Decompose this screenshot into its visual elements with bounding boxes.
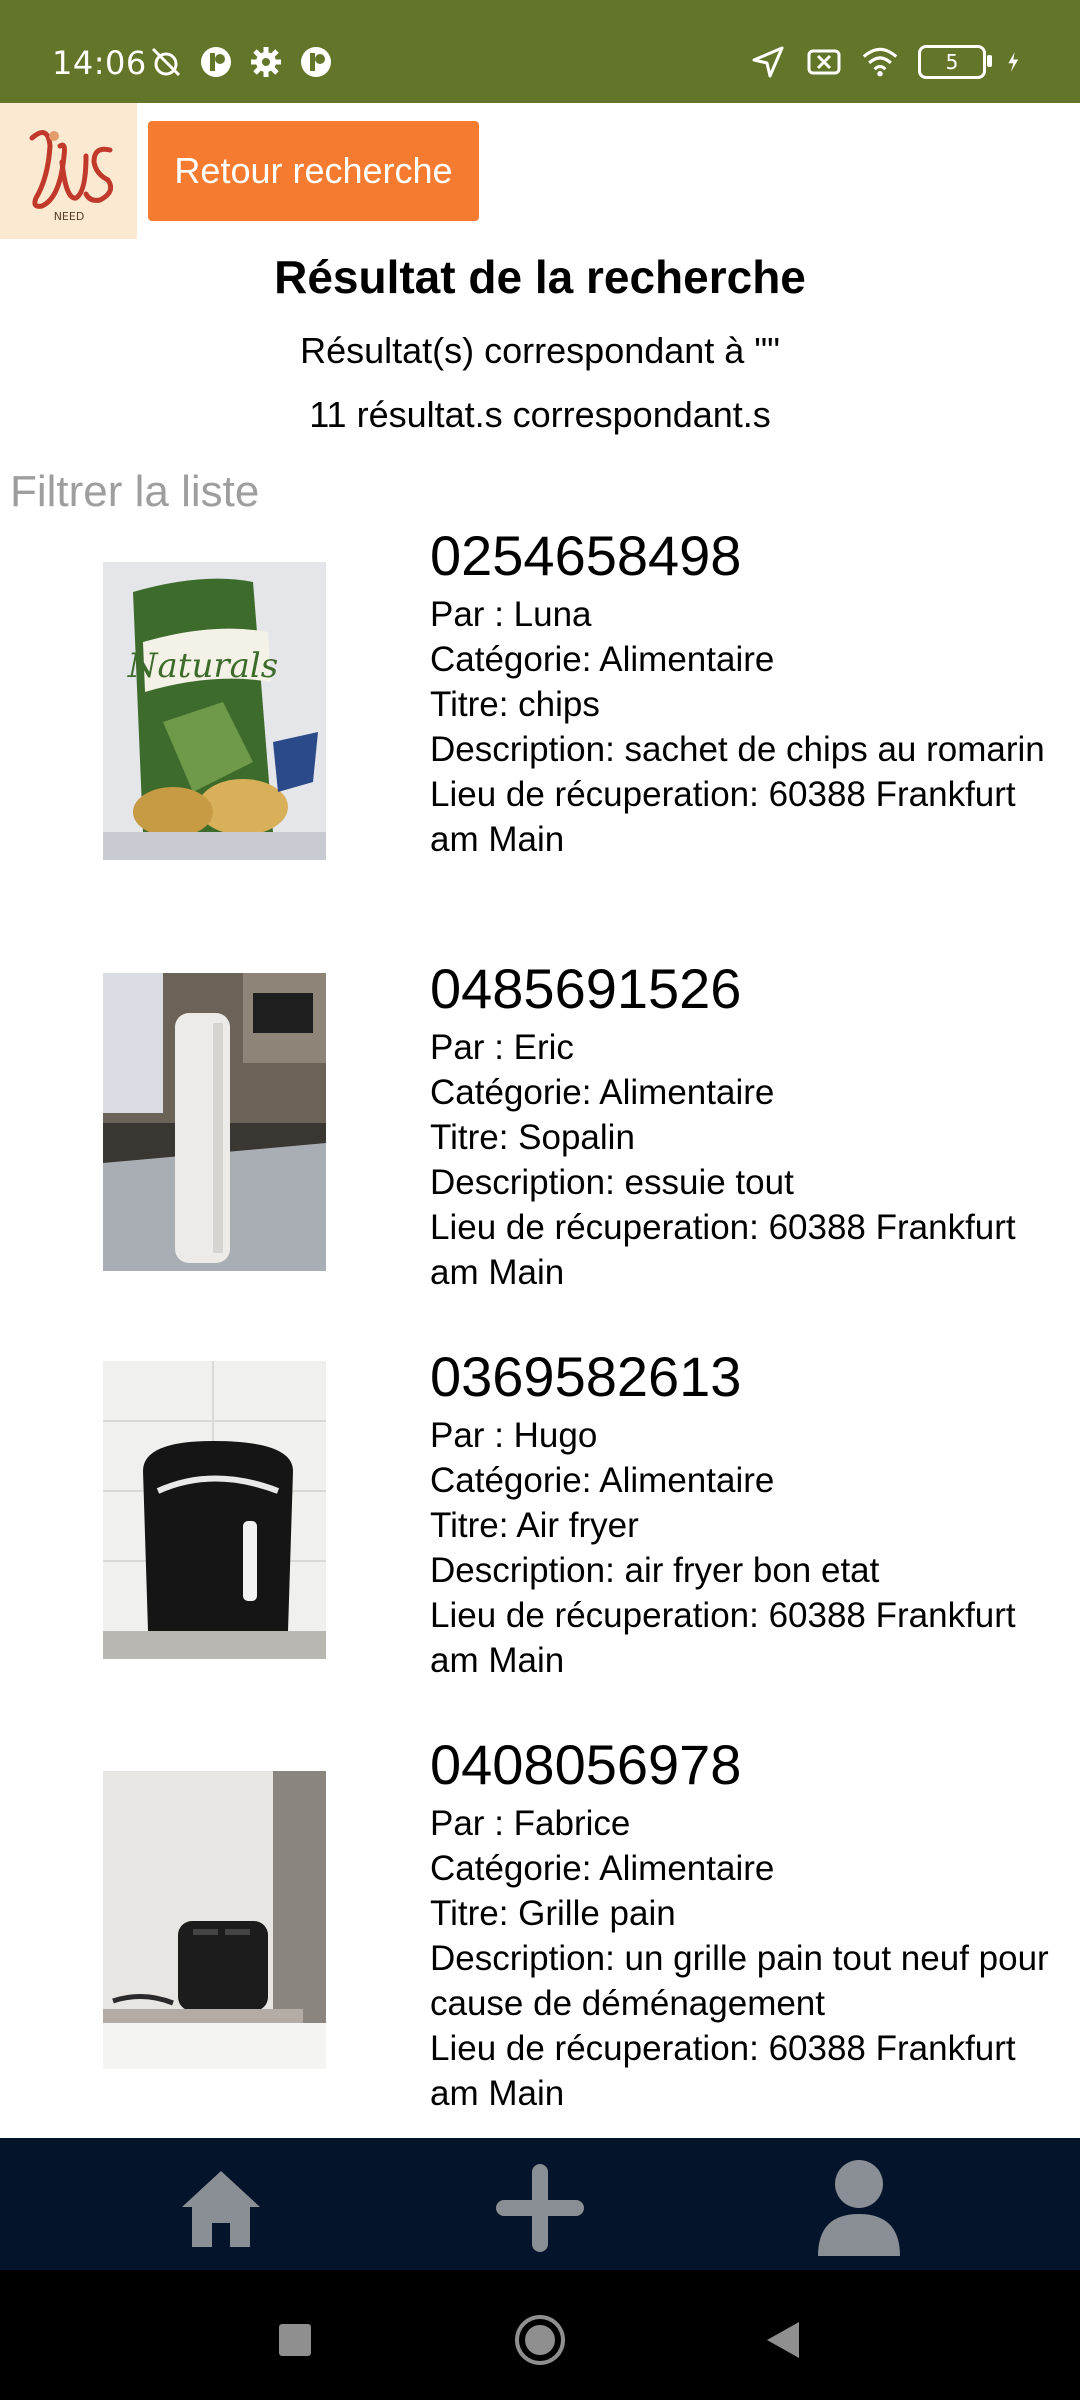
- toaster-photo: [103, 1771, 326, 2069]
- battery-icon: [918, 45, 986, 79]
- result-pickup-place: Lieu de récuperation: 60388 Frankfurt am Main: [430, 1208, 1016, 1292]
- chips-bag-photo: [103, 562, 326, 860]
- result-category: Catégorie: Alimentaire: [430, 1073, 775, 1112]
- back-triangle-icon: [761, 2318, 805, 2362]
- page-title: Résultat de la recherche: [274, 251, 806, 303]
- user-icon: [814, 2158, 904, 2258]
- result-author: Par : Fabrice: [430, 1804, 631, 1843]
- system-navigation-bar: [0, 2270, 1080, 2400]
- recents-square-icon: [275, 2320, 315, 2360]
- nav-home-button[interactable]: [161, 2158, 281, 2258]
- result-phone: 0485691526: [430, 957, 742, 1020]
- result-description: Description: air fryer bon etat: [430, 1551, 880, 1590]
- system-back-button[interactable]: [743, 2300, 823, 2380]
- result-author: Par : Hugo: [430, 1416, 598, 1455]
- result-category: Catégorie: Alimentaire: [430, 1461, 775, 1500]
- result-phone: 0254658498: [430, 524, 742, 587]
- result-phone: 0369582613: [430, 1345, 742, 1408]
- result-info: [430, 520, 1050, 862]
- status-time: 14:06: [52, 44, 147, 82]
- result-pickup-place: Lieu de récuperation: 60388 Frankfurt am Main: [430, 2029, 1016, 2113]
- plus-icon: [490, 2158, 590, 2258]
- result-phone: 0408056978: [430, 1733, 742, 1796]
- wifi-icon: [862, 44, 898, 80]
- paper-towel-roll-photo: [103, 973, 326, 1271]
- result-info: [430, 1729, 1050, 2116]
- battery-level: 5: [945, 50, 959, 74]
- location-arrow-icon: [750, 44, 786, 80]
- app-logo[interactable]: [0, 103, 137, 239]
- system-home-button[interactable]: [500, 2300, 580, 2380]
- status-right-icons: [750, 44, 1028, 80]
- app-notification-icon: [298, 44, 334, 80]
- alarm-off-icon: [148, 44, 184, 80]
- result-title: Titre: Sopalin: [430, 1118, 635, 1157]
- home-circle-icon: [513, 2313, 567, 2367]
- logo-icon: [14, 116, 124, 226]
- result-author: Par : Luna: [430, 595, 592, 634]
- status-bar: [0, 0, 1080, 103]
- result-description: Description: sachet de chips au romarin: [430, 730, 1045, 769]
- gear-icon: [248, 44, 284, 80]
- search-subtitle: Résultat(s) correspondant à "": [300, 330, 780, 371]
- result-info: [430, 1341, 1050, 1683]
- app-notification-icon: [198, 44, 234, 80]
- result-title: Titre: chips: [430, 685, 600, 724]
- charging-bolt-icon: [1006, 44, 1028, 80]
- svg-text:NEED: NEED: [53, 210, 84, 223]
- result-pickup-place: Lieu de récuperation: 60388 Frankfurt am Main: [430, 775, 1016, 859]
- result-description: Description: un grille pain tout neuf pour cause de déménagement: [430, 1939, 1049, 2023]
- result-title: Titre: Grille pain: [430, 1894, 676, 1933]
- air-fryer-photo: [103, 1361, 326, 1659]
- home-icon: [176, 2163, 266, 2253]
- bottom-navigation: [0, 2138, 1080, 2270]
- result-description: Description: essuie tout: [430, 1163, 794, 1202]
- result-category: Catégorie: Alimentaire: [430, 640, 775, 679]
- result-title: Titre: Air fryer: [430, 1506, 639, 1545]
- status-left-icons: [148, 44, 334, 80]
- result-pickup-place: Lieu de récuperation: 60388 Frankfurt am Main: [430, 1596, 1016, 1680]
- result-info: [430, 953, 1050, 1295]
- result-category: Catégorie: Alimentaire: [430, 1849, 775, 1888]
- result-author: Par : Eric: [430, 1028, 574, 1067]
- recents-button[interactable]: [255, 2300, 335, 2380]
- results-count: 11 résultat.s correspondant.s: [309, 394, 771, 435]
- nav-add-button[interactable]: [480, 2158, 600, 2258]
- back-to-search-button[interactable]: Retour recherche: [148, 121, 479, 221]
- filter-list-input[interactable]: [10, 462, 1070, 522]
- nav-profile-button[interactable]: [799, 2158, 919, 2258]
- sim-off-icon: [806, 44, 842, 80]
- svg-text:Naturals: Naturals: [127, 646, 279, 686]
